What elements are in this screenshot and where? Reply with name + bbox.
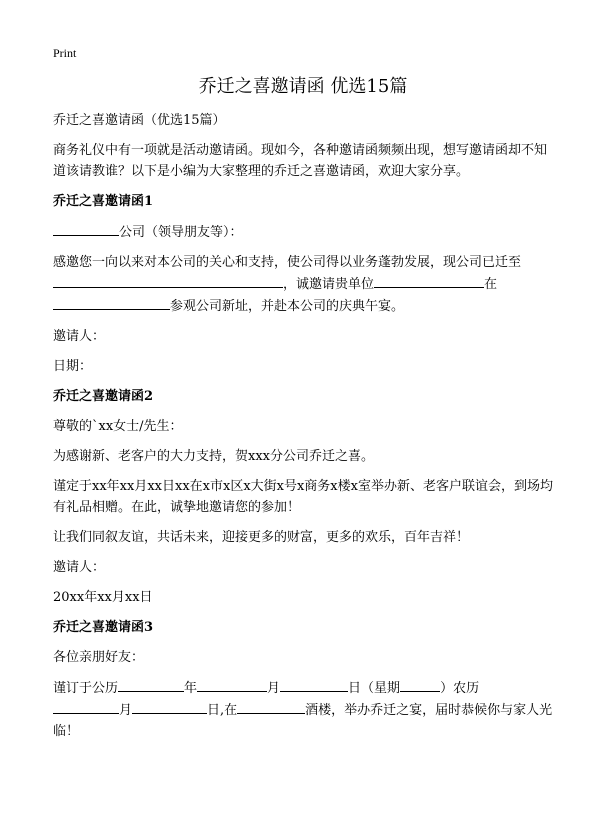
document-page [53, 44, 553, 751]
letter3-text-7: 日,在 [207, 703, 238, 718]
letter2-date: 20xx年xx月xx日 [53, 590, 153, 605]
letter3-salutation: 各位亲朋好友： [53, 650, 145, 665]
blank-line [132, 699, 207, 714]
letter2-heading: 乔迁之喜邀请函2 [53, 389, 154, 404]
letter2-salutation: 尊敬的`xx女士/先生： [53, 419, 183, 434]
blank-line [53, 699, 119, 714]
letter3-body [53, 677, 553, 742]
blank-line [237, 699, 305, 714]
letter1-body-a: 感邀您一向以来对本公司的关心和支持，使公司得以业务蓬勃发展，现公司已迁至 [53, 255, 522, 270]
letter1-body-b: ，诚邀请贵单位 [283, 277, 375, 292]
letter3-heading: 乔迁之喜邀请函3 [53, 620, 154, 635]
blank-line [53, 295, 170, 310]
letter2-inviter: 邀请人： [53, 560, 106, 575]
letter1-salutation-text: 公司（领导朋友等）： [119, 225, 243, 240]
letter3-text-1: 谨订于公历 [53, 681, 119, 696]
blank-line [53, 221, 119, 236]
page-title: 乔迁之喜邀请函 优选15篇 [198, 76, 408, 97]
letter2-paragraph-2: 谨定于xx年xx月xx日xx在x市x区x大街x号x商务x楼x室举办新、老客户联谊会，到场均有礼品相赠。在此，诚挚地邀请您的参加！ [53, 479, 553, 515]
letter2-paragraph-3: 让我们同叙友谊，共话未来，迎接更多的财富，更多的欢乐，百年吉祥！ [53, 530, 470, 545]
letter3-text-4: 日（星期 [348, 681, 401, 696]
letter1-inviter: 邀请人： [53, 329, 106, 344]
blank-line [118, 677, 184, 692]
letter3-text-5: ）农历 [440, 681, 480, 696]
blank-line [400, 677, 440, 692]
blank-line [374, 273, 484, 288]
letter3-text-6: 月 [119, 703, 133, 718]
letter3-text-2: 年 [184, 681, 198, 696]
letter3-text-8: 酒楼，举办乔迁之宴，届时恭候你与家人光临！ [53, 703, 553, 739]
letter3-text-3: 月 [267, 681, 281, 696]
blank-line [197, 677, 267, 692]
letter1-body-d: 参观公司新址，并赴本公司的庆典午宴。 [170, 299, 405, 314]
letter1-heading: 乔迁之喜邀请函1 [53, 194, 154, 209]
blank-line [53, 273, 283, 288]
intro-paragraph: 商务礼仪中有一项就是活动邀请函。现如今，各种邀请函频频出现，想写邀请函却不知道该请教谁？以下是小编为大家整理的乔迁之喜邀请函，欢迎大家分享。 [53, 143, 548, 179]
letter1-body-c: 在 [484, 277, 498, 292]
letter2-paragraph-1: 为感谢新、老客户的大力支持，贺xxx分公司乔迁之喜。 [53, 449, 374, 464]
letter1-salutation [53, 221, 553, 243]
letter1-body [53, 252, 553, 317]
print-link[interactable]: Print [53, 46, 77, 60]
blank-line [280, 677, 348, 692]
subtitle: 乔迁之喜邀请函（优选15篇） [53, 113, 226, 128]
letter1-date: 日期： [53, 359, 93, 374]
